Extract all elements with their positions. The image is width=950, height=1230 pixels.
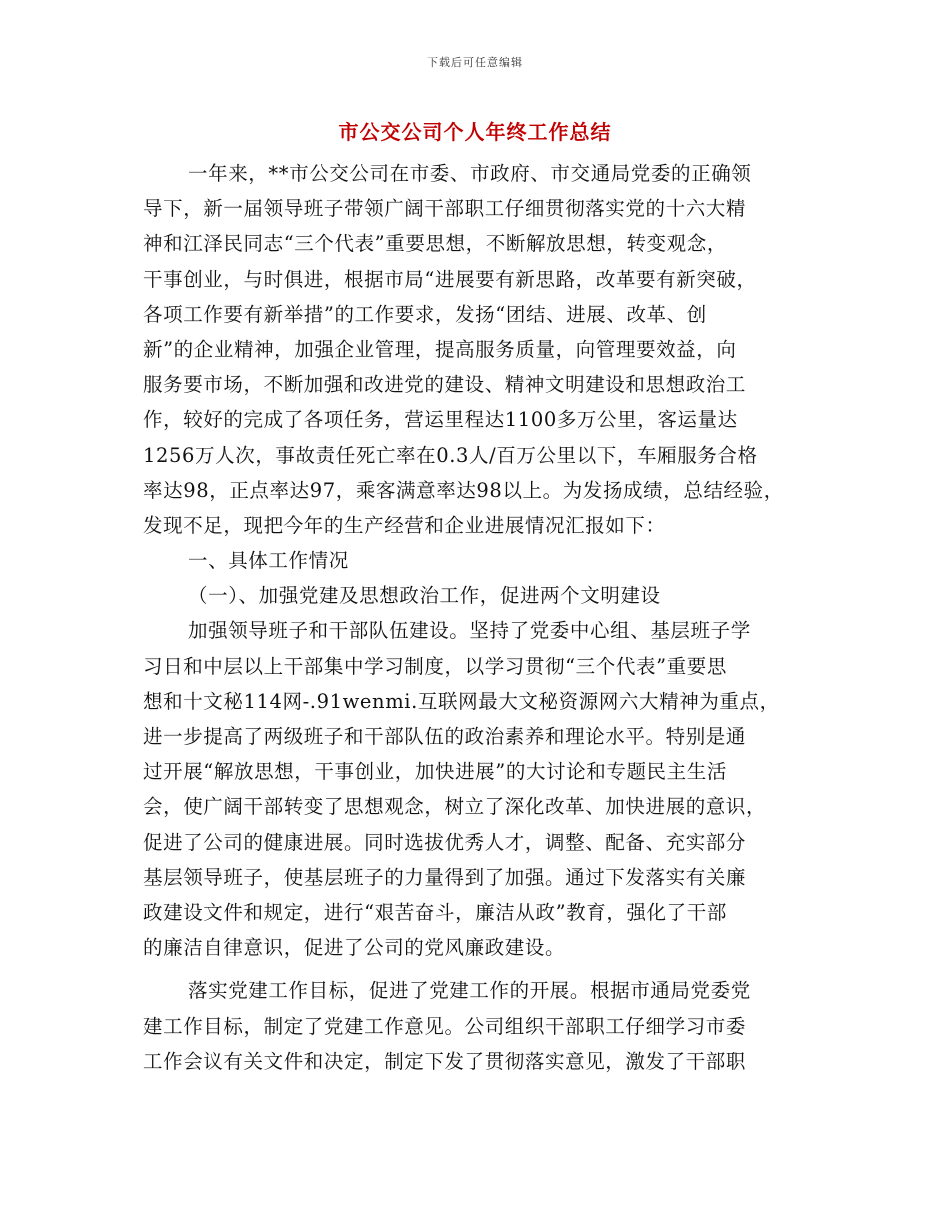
text-line: 各项工作要有新举措”的工作要求，发扬“团结、进展、改革、创 (143, 302, 707, 326)
text-line: 基层领导班子，使基层班子的力量得到了加强。通过下发落实有关廉 (143, 865, 747, 889)
text-line: 建工作目标，制定了党建工作意见。公司组织干部职工仔细学习市委 (143, 1014, 747, 1038)
text-line: 政建设文件和规定，进行“艰苦奋斗，廉洁从政”教育，强化了干部 (143, 900, 727, 924)
text-line: 的廉洁自律意识，促进了公司的党风廉政建设。 (143, 936, 566, 960)
text-line: 会，使广阔干部转变了思想观念，树立了深化改革、加快进展的意识， (143, 795, 767, 819)
text-line: 发现不足，现把今年的生产经营和企业进展情况汇报如下： (143, 513, 666, 537)
text-line: 进一步提高了两级班子和干部队伍的政治素养和理论水平。特别是通 (143, 725, 747, 748)
text-line: 作，较好的完成了各项任务，营运里程达1100多万公里，客运量达 (143, 408, 738, 432)
subsection-heading: （一）、加强党建及思想政治工作，促进两个文明建设 (188, 584, 661, 608)
section-heading: 一、具体工作情况 (188, 549, 349, 573)
document-body (143, 156, 833, 1079)
text-line: 服务要市场，不断加强和改进党的建设、精神文明建设和思想政治工 (143, 373, 747, 397)
paragraph-intro (143, 156, 833, 543)
paragraph-gap (143, 965, 833, 973)
text-line: 一年来，**市公交公司在市委、市政府、市交通局党委的正确领 (188, 162, 752, 185)
text-line: 想和十文秘114网-.91wenmi.互联网最大文秘资源网六大精神为重点， (143, 689, 780, 713)
page-header-note: 下载后可任意编辑 (427, 56, 523, 69)
text-line: 加强领导班子和干部队伍建设。坚持了党委中心组、基层班子学 (188, 619, 751, 643)
document-title: 市公交公司个人年终工作总结 (338, 120, 612, 144)
text-line: 习日和中层以上干部集中学习制度，以学习贯彻“三个代表”重要思 (143, 654, 727, 678)
text-line: 新”的企业精神，加强企业管理，提高服务质量，向管理要效益，向 (143, 337, 737, 361)
text-line: 率达98，正点率达97，乘客满意率达98以上。为发扬成绩，总结经验， (143, 478, 784, 502)
text-line: 过开展“解放思想，干事创业，加快进展”的大讨论和专题民主生活 (143, 760, 727, 784)
text-line: 工作会议有关文件和决定，制定下发了贯彻落实意见，激发了干部职 (143, 1049, 747, 1073)
text-line: 导下，新一届领导班子带领广阔干部职工仔细贯彻落实党的十六大精 (143, 197, 747, 221)
text-line: 干事创业，与时俱进，根据市局“进展要有新思路，改革要有新突破， (143, 267, 757, 291)
paragraph-party-goals (143, 973, 833, 1079)
text-line: 落实党建工作目标，促进了党建工作的开展。根据市通局党委党 (188, 979, 751, 1003)
paragraph-team-building (143, 613, 833, 965)
text-line: 神和江泽民同志“三个代表”重要思想，不断解放思想，转变观念， (143, 232, 727, 256)
text-line: 1256万人次，事故责任死亡率在0.3人/百万公里以下，车厢服务合格 (143, 443, 758, 467)
text-line: 促进了公司的健康进展。同时选拔优秀人才，调整、配备、充实部分 (143, 830, 747, 854)
